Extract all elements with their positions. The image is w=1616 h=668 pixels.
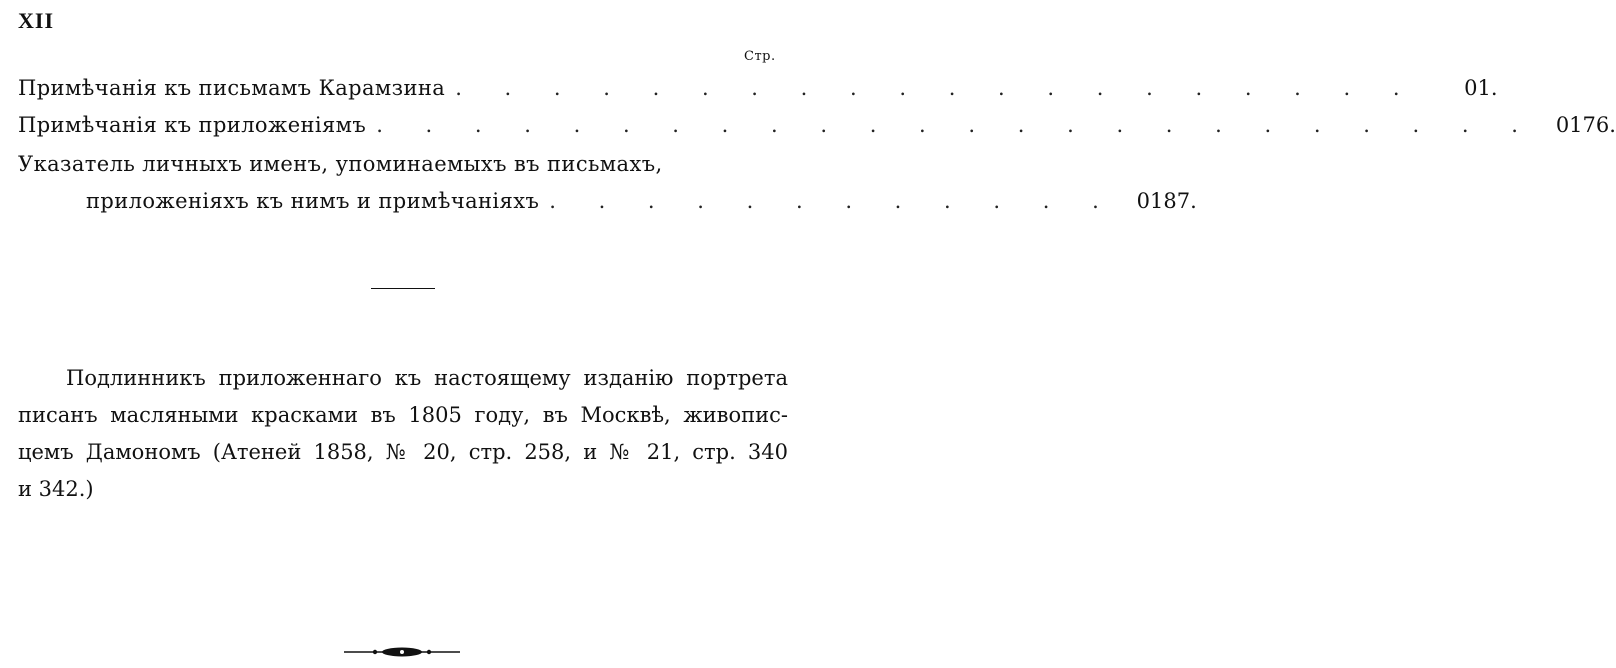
portrait-note [18,360,788,508]
page-column-label: Стр. [744,49,776,64]
note-line: и 342.) [18,477,94,501]
ornament-divider [344,645,460,659]
page-number: XII [18,8,55,33]
note-line: писанъ масляными красками въ 1805 году, въ Москвѣ, живопис- [18,403,788,427]
note-line: цемъ Дамономъ (Атеней 1858, № 20, стр. 258, и № 21, стр. 340 [18,440,788,464]
toc-entry-title: Примѣчанія къ письмамъ Карамзина [18,76,446,100]
section-divider [371,288,435,289]
toc-entry [18,76,1498,108]
toc-entry-title-line1: Указатель личныхъ именъ, упоминаемыхъ въ письмахъ, [18,152,663,176]
toc-entry-page: 0187. [1136,189,1197,213]
toc-entry-page: 0176. [1555,113,1616,137]
toc-entry-title-line2: приложеніяхъ къ нимъ и примѣчаніяхъ [86,189,540,213]
toc-entry-page: 01. [1464,76,1498,100]
toc-leader-dots: . . . . . . . . . . . . . . . . . . . . . . . . [376,113,1536,137]
note-line: Подлинникъ приложеннаго къ настоящему изданію портрета [66,366,788,390]
toc-leader-dots: . . . . . . . . . . . . . . . . . . . . [455,76,1418,100]
toc-entry [86,189,1197,221]
toc-leader-dots: . . . . . . . . . . . . [549,189,1117,213]
toc-entry [18,113,1616,145]
toc-entry-title: Примѣчанія къ приложеніямъ [18,113,367,137]
